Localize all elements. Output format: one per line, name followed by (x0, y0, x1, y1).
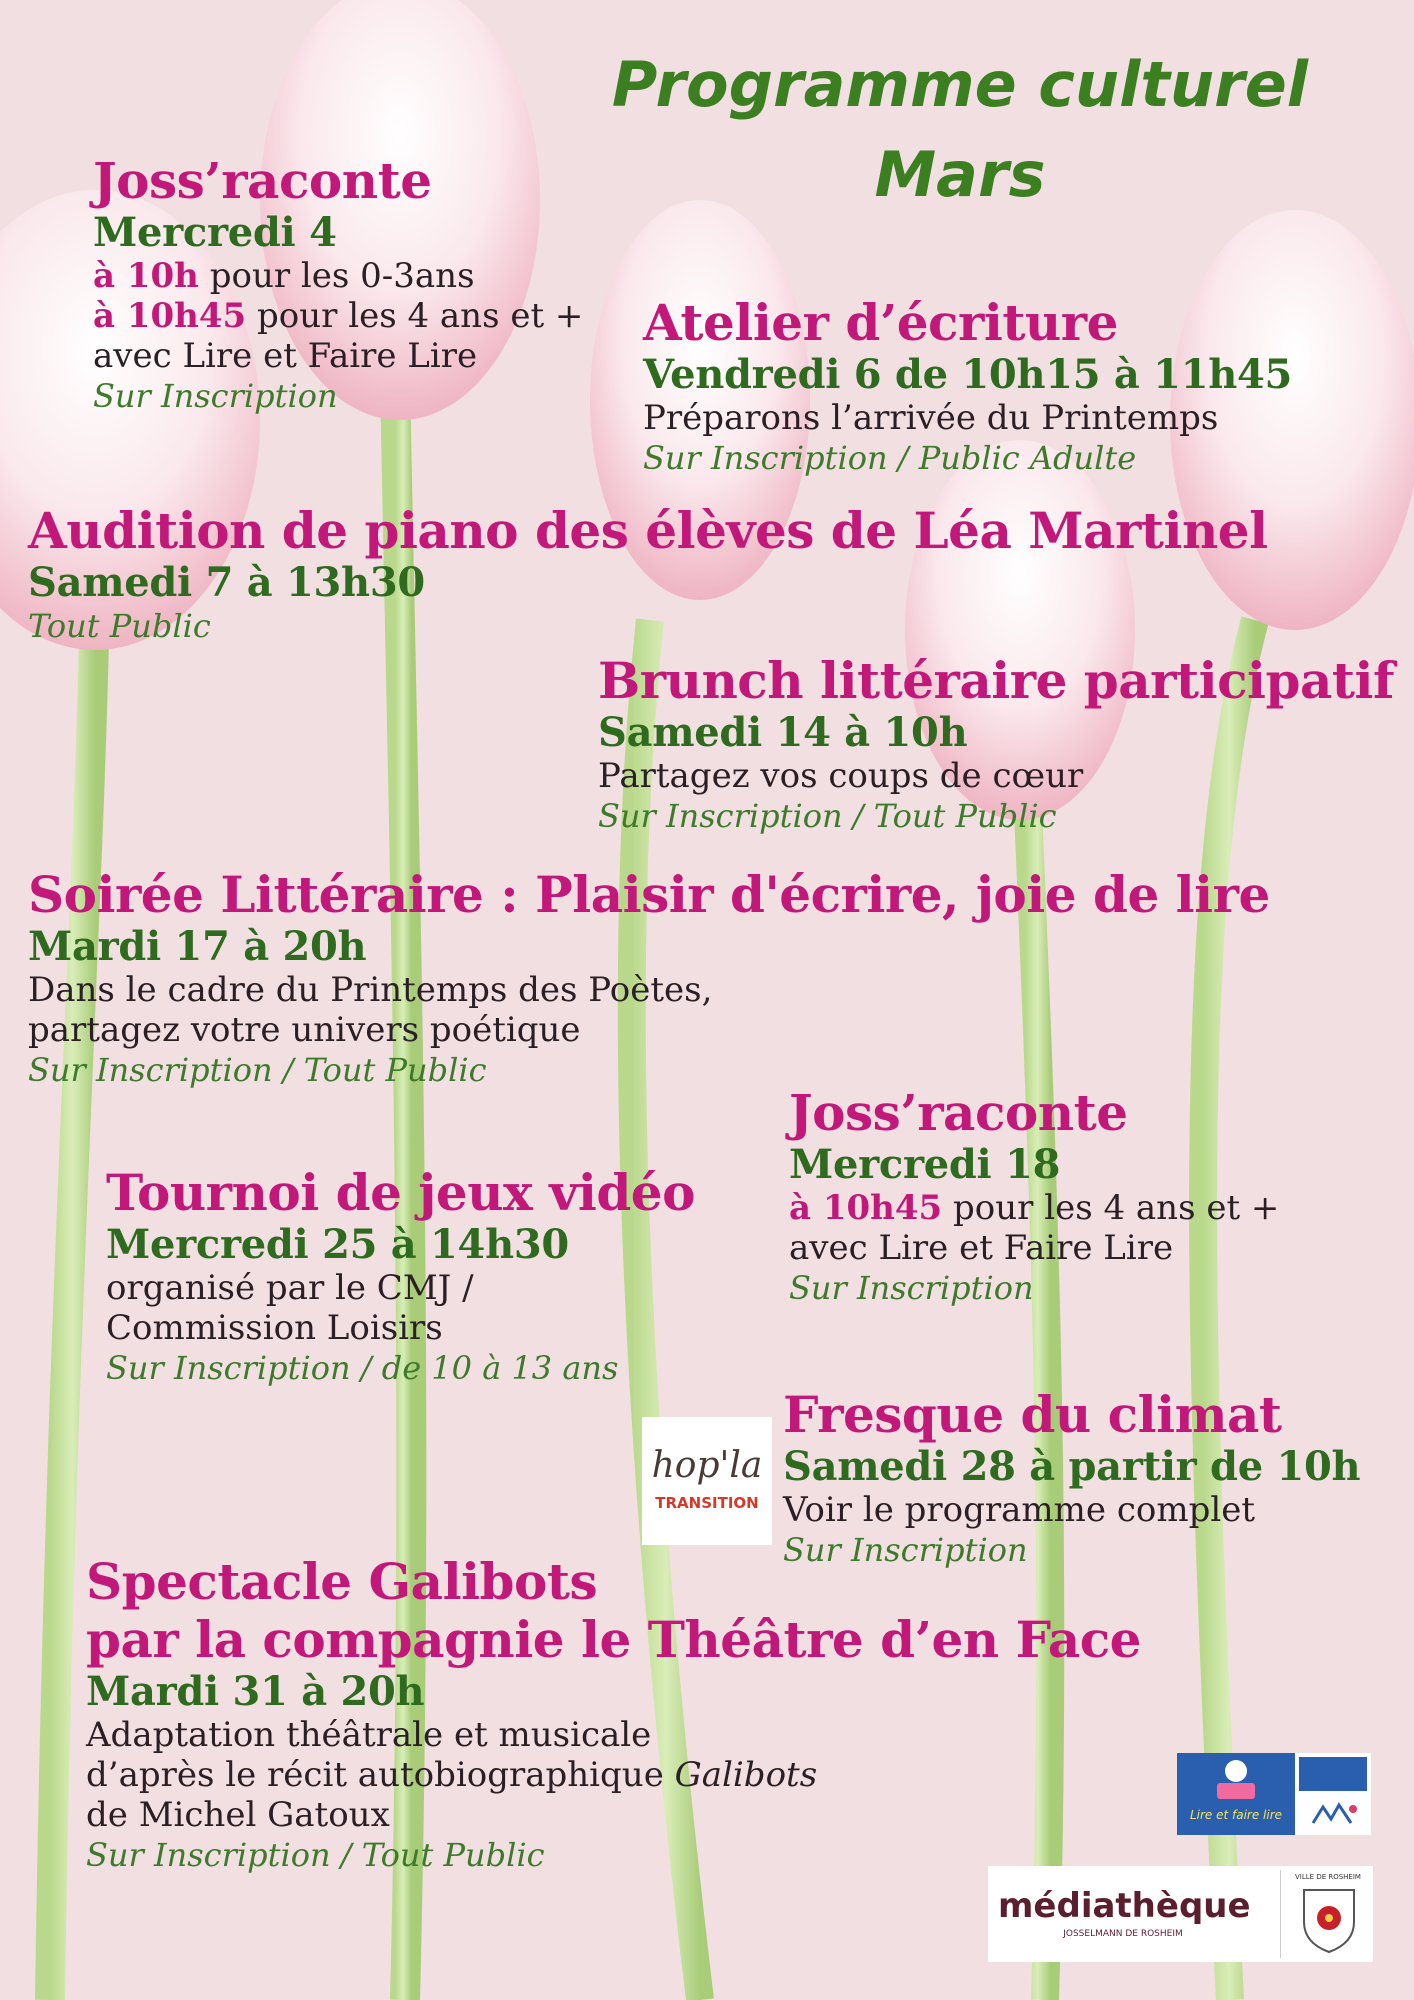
ligue-logo (1299, 1757, 1367, 1791)
event-registration: Sur Inscription / de 10 à 13 ans (106, 1349, 619, 1387)
event-date: Samedi 7 à 13h30 (28, 559, 425, 606)
event-title: Joss’raconte (789, 1083, 1128, 1142)
event-date: Mercredi 4 (93, 209, 337, 256)
logo-divider (1280, 1870, 1281, 1958)
event-desc: Partagez vos coups de cœur (598, 756, 1084, 796)
event-title: Atelier d’écriture (643, 293, 1118, 352)
event-registration: Sur Inscription / Tout Public (28, 1051, 487, 1089)
event-date: Mardi 31 à 20h (86, 1668, 425, 1715)
event-time: à 10h45 (789, 1188, 943, 1228)
event-desc: avec Lire et Faire Lire (93, 336, 478, 376)
reader-icon (1177, 1753, 1295, 1803)
event-desc (93, 256, 583, 296)
event-desc: Voir le programme complet (783, 1490, 1255, 1530)
event-atelier-ecriture (643, 294, 1292, 478)
heading-title: Programme culturel (611, 48, 1309, 121)
hopla-transition-logo (642, 1417, 772, 1545)
program-heading (560, 40, 1360, 220)
mediatheque-name: médiathèque (998, 1886, 1251, 1926)
event-jossraconte-2 (789, 1084, 1279, 1308)
event-desc: de Michel Gatoux (86, 1795, 390, 1835)
event-registration: Sur Inscription / Tout Public (86, 1836, 545, 1874)
rosheim-coat-of-arms-icon (1300, 1886, 1358, 1954)
hopla-logo-sub: TRANSITION (655, 1494, 759, 1512)
event-registration: Sur Inscription (93, 377, 338, 415)
mediatheque-sub: JOSSELMANN DE ROSHEIM (1063, 1929, 1183, 1939)
mediatheque-logo (988, 1866, 1373, 1962)
event-registration: Sur Inscription / Public Adulte (643, 439, 1137, 477)
event-registration: Tout Public (28, 607, 211, 645)
event-title: Audition de piano des élèves de Léa Martinel (28, 501, 1268, 560)
event-date: Samedi 14 à 10h (598, 709, 968, 756)
event-spectacle-galibots (86, 1553, 1141, 1875)
event-date: Samedi 28 à partir de 10h (783, 1443, 1361, 1490)
event-registration: Sur Inscription / Tout Public (598, 797, 1057, 835)
event-title: Tournoi de jeux vidéo (106, 1163, 695, 1222)
event-brunch-litteraire (598, 652, 1394, 836)
event-registration: Sur Inscription (783, 1531, 1028, 1569)
ville-label: VILLE DE ROSHEIM (1295, 1873, 1361, 1881)
event-title: Joss’raconte (93, 151, 432, 210)
event-desc: Dans le cadre du Printemps des Poètes, (28, 970, 713, 1010)
heading-month: Mars (874, 138, 1046, 211)
event-jossraconte-1 (93, 152, 583, 416)
event-desc: partagez votre univers poétique (28, 1010, 581, 1050)
event-title: Soirée Littéraire : Plaisir d'écrire, joie de lire (28, 865, 1270, 924)
lire-logo-text: Lire et faire lire (1189, 1808, 1283, 1822)
event-date: Mardi 17 à 20h (28, 923, 367, 970)
lire-logo-panel (1177, 1753, 1295, 1835)
event-fresque-climat (783, 1386, 1360, 1570)
event-desc (86, 1755, 1141, 1795)
hopla-logo-script: hop'la (651, 1445, 763, 1486)
event-desc: Commission Loisirs (106, 1308, 443, 1348)
lire-et-faire-lire-logo (1177, 1753, 1371, 1835)
event-desc (789, 1188, 1279, 1228)
event-title: Brunch littéraire participatif (598, 651, 1394, 710)
event-title: Spectacle Galibots (86, 1552, 598, 1611)
event-soiree-litteraire (28, 866, 1270, 1090)
event-title-line2: par la compagnie le Théâtre d’en Face (86, 1610, 1141, 1669)
event-time: à 10h45 (93, 296, 247, 336)
event-desc: avec Lire et Faire Lire (789, 1228, 1174, 1268)
event-date: Vendredi 6 de 10h15 à 11h45 (643, 351, 1293, 398)
event-tournoi-jeux-video (106, 1164, 695, 1388)
event-date: Mercredi 18 (789, 1141, 1061, 1188)
event-desc-book-title: Galibots (674, 1755, 818, 1795)
event-audience: pour les 4 ans et + (246, 296, 584, 336)
unaf-logo-icon (1307, 1799, 1361, 1829)
event-desc: Adaptation théâtrale et musicale (86, 1715, 652, 1755)
event-time: à 10h (93, 256, 199, 296)
event-title: Fresque du climat (783, 1385, 1282, 1444)
event-date: Mercredi 25 à 14h30 (106, 1221, 569, 1268)
event-desc: organisé par le CMJ / (106, 1268, 474, 1308)
event-desc (93, 296, 583, 336)
event-desc-text: d’après le récit autobiographique (86, 1755, 675, 1795)
event-registration: Sur Inscription (789, 1269, 1034, 1307)
event-desc: Préparons l’arrivée du Printemps (643, 398, 1219, 438)
event-audience: pour les 0-3ans (198, 256, 475, 296)
event-audition-piano (28, 502, 1268, 646)
event-audience: pour les 4 ans et + (942, 1188, 1280, 1228)
